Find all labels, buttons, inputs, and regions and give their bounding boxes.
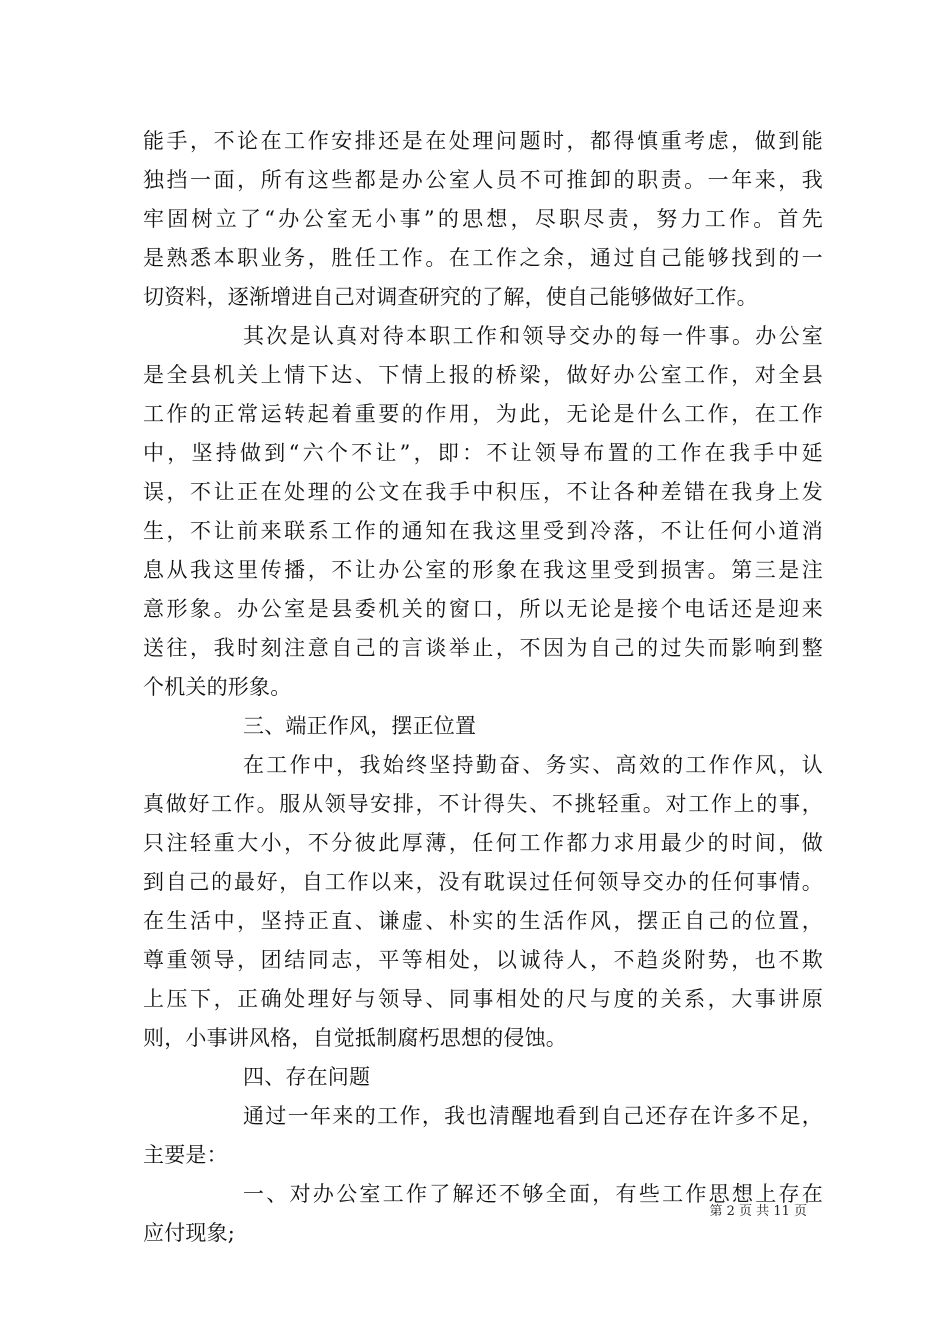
text-line: 到自己的最好，自工作以来，没有耽误过任何领导交办的任何事情。 xyxy=(143,870,823,894)
text-line: 息从我这里传播，不让办公室的形象在我这里受到损害。第三是注 xyxy=(143,558,823,582)
document-body xyxy=(143,122,823,1253)
text-line: 能手，不论在工作安排还是在处理问题时，都得慎重考虑，做到能 xyxy=(143,129,823,153)
text-line: 中，坚持做到“六个不让”，即：不让领导布置的工作在我手中延 xyxy=(143,441,823,465)
text-line: 个机关的形象。 xyxy=(143,675,292,699)
text-line: 主要是： xyxy=(143,1143,228,1167)
page-number: 第 2 页 共 11 页 xyxy=(709,1204,807,1219)
text-line: 独挡一面，所有这些都是办公室人员不可推卸的职责。一年来，我 xyxy=(143,168,823,192)
text-line: 则，小事讲风格，自觉抵制腐朽思想的侵蚀。 xyxy=(143,1026,567,1050)
text-line: 误，不让正在处理的公文在我手中积压，不让各种差错在我身上发 xyxy=(143,480,823,504)
text-line: 切资料，逐渐增进自己对调查研究的了解，使自己能够做好工作。 xyxy=(143,285,758,309)
text-line: 工作的正常运转起着重要的作用，为此，无论是什么工作，在工作 xyxy=(143,402,823,426)
text-line: 一、对办公室工作了解还不够全面，有些工作思想上存在 xyxy=(243,1182,823,1206)
text-line: 在生活中，坚持正直、谦虚、朴实的生活作风，摆正自己的位置， xyxy=(143,909,823,933)
text-line: 只注轻重大小，不分彼此厚薄，任何工作都力求用最少的时间，做 xyxy=(143,831,823,855)
text-line: 通过一年来的工作，我也清醒地看到自己还存在许多不足， xyxy=(243,1104,823,1128)
text-line: 是熟悉本职业务，胜任工作。在工作之余，通过自己能够找到的一 xyxy=(143,246,823,270)
text-line: 真做好工作。服从领导安排，不计得失、不挑轻重。对工作上的事， xyxy=(143,792,823,816)
text-line: 三、端正作风，摆正位置 xyxy=(243,714,477,738)
text-line: 牢固树立了“办公室无小事”的思想，尽职尽责，努力工作。首先 xyxy=(143,207,823,231)
text-line: 其次是认真对待本职工作和领导交办的每一件事。办公室 xyxy=(243,324,823,348)
text-line: 四、存在问题 xyxy=(243,1065,371,1089)
text-line: 在工作中，我始终坚持勤奋、务实、高效的工作作风，认 xyxy=(243,753,823,777)
text-line: 意形象。办公室是县委机关的窗口，所以无论是接个电话还是迎来 xyxy=(143,597,823,621)
text-line: 是全县机关上情下达、下情上报的桥梁，做好办公室工作，对全县 xyxy=(143,363,823,387)
text-line: 应付现象; xyxy=(143,1221,236,1245)
text-line: 送往，我时刻注意自己的言谈举止，不因为自己的过失而影响到整 xyxy=(143,636,823,660)
text-line: 尊重领导，团结同志，平等相处，以诚待人，不趋炎附势，也不欺 xyxy=(143,948,823,972)
text-line: 上压下，正确处理好与领导、同事相处的尺与度的关系，大事讲原 xyxy=(143,987,823,1011)
text-line: 生，不让前来联系工作的通知在我这里受到冷落，不让任何小道消 xyxy=(143,519,823,543)
